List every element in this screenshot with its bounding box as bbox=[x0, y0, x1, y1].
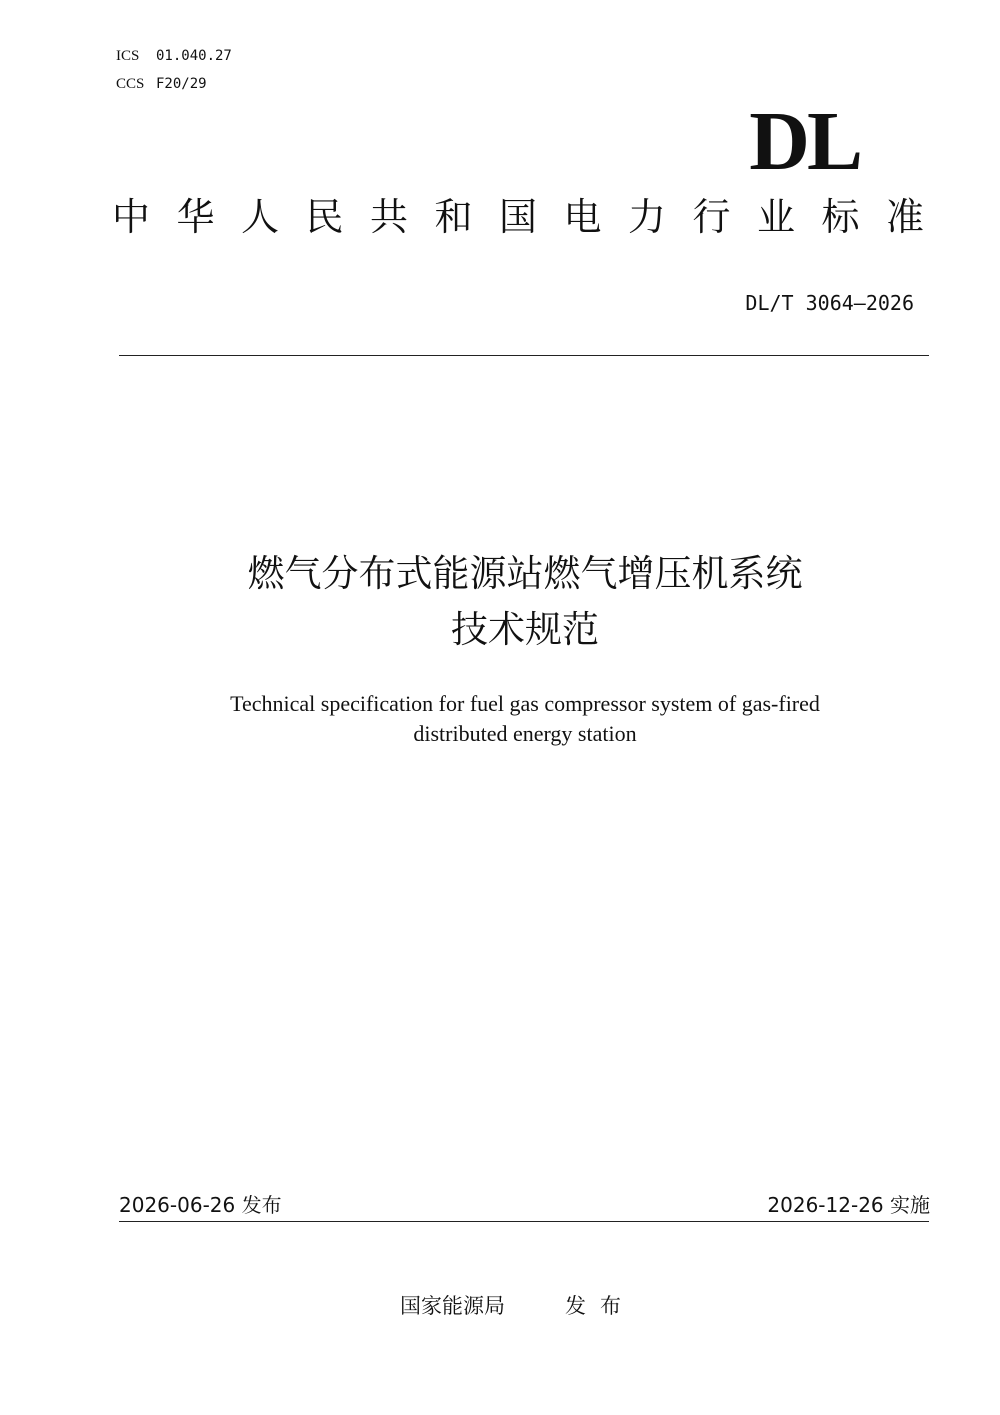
ccs-label: CCS bbox=[116, 76, 145, 92]
standard-category-title: 中华人民共和国电力行业标准 bbox=[112, 195, 951, 239]
title-en-line-2: distributed energy station bbox=[413, 721, 637, 746]
standard-number: DL/T 3064—2026 bbox=[745, 291, 914, 315]
publish-date: 2026-06-26 发布 bbox=[119, 1193, 282, 1217]
implement-date: 2026-12-26 实施 bbox=[767, 1193, 930, 1217]
ics-label: ICS bbox=[116, 48, 140, 64]
ics-code: 01.040.27 bbox=[156, 48, 232, 64]
dl-logo: DL bbox=[749, 95, 860, 188]
document-title-english bbox=[100, 689, 950, 749]
issue-action: 发布 bbox=[565, 1294, 635, 1318]
ccs-code: F20/29 bbox=[156, 76, 207, 92]
ccs-classification bbox=[116, 75, 207, 93]
bottom-divider bbox=[119, 1221, 929, 1222]
title-cn-line-1: 燃气分布式能源站燃气增压机系统 bbox=[247, 552, 803, 595]
ics-classification bbox=[116, 47, 232, 65]
document-title-chinese bbox=[100, 546, 950, 658]
issuing-authority: 国家能源局 bbox=[400, 1294, 505, 1318]
title-en-line-1: Technical specification for fuel gas compressor system of gas-fired bbox=[230, 691, 820, 716]
top-divider bbox=[119, 355, 929, 356]
title-cn-line-2: 技术规范 bbox=[451, 608, 599, 651]
